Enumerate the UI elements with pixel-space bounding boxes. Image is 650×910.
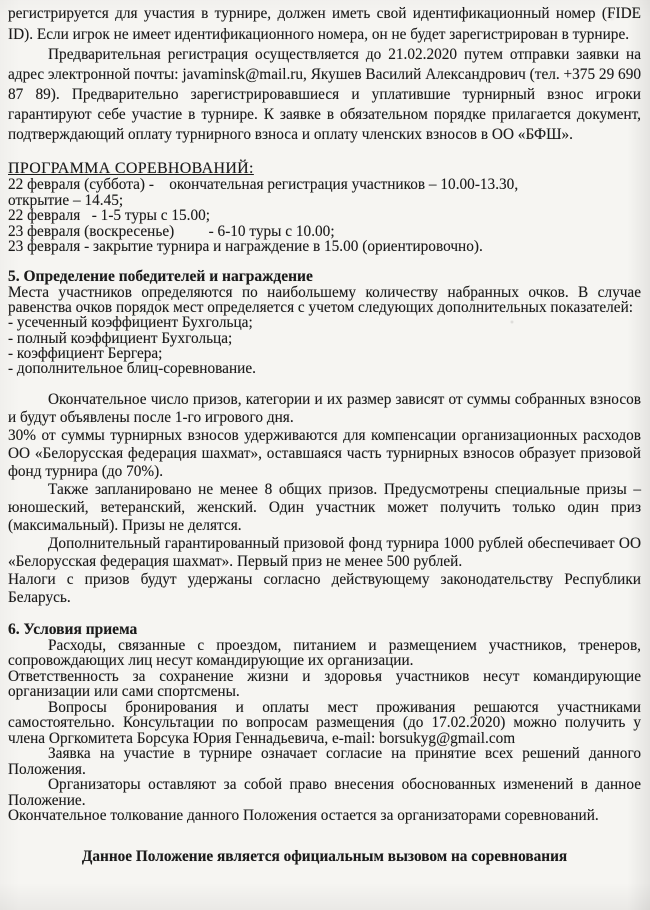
guaranteed-fund-paragraph: Дополнительный гарантированный призовой фонд турнира 1000 рублей обеспечивает ОО «Белорусская федерация шахмат». Первый приз не менее 500 рублей. (8, 535, 641, 571)
special-prizes-paragraph: Также запланировано не менее 8 общих призов. Предусмотрены специальные призы – юношеский, ветеранский, женский. Один участник может получить только один приз (максимальный). Призы не делятся. (8, 481, 641, 535)
program-line-closing: 23 февраля - закрытие турнира и награждение в 15.00 (ориентировочно). (8, 238, 483, 256)
program-line-rounds-1-5: 22 февраля - 1-5 туры с 15.00; (8, 207, 211, 225)
section-6-admission-conditions (8, 622, 641, 824)
section6-heading: 6. Условия приема (8, 621, 138, 639)
program-line-rounds-6-10: 23 февраля (воскресенье) - 6-10 туры с 10.00; (8, 222, 335, 240)
prizes-subsection (8, 391, 641, 607)
changes-right-paragraph: Организаторы оставляют за собой право внесения обоснованных изменений в данное Положение. (8, 776, 641, 809)
final-prize-count-paragraph: Окончательное число призов, категории и их размер зависят от суммы собранных взносов и будут объявлены после 1-го игрового дня. (8, 391, 641, 427)
section5-heading: 5. Определение победителей и награждение (8, 267, 313, 285)
program-line-registration: 22 февраля (суббота) - окончательная регистрация участников – 10.00-13.30, (8, 176, 519, 193)
fee-split-paragraph: 30% от суммы турнирных взносов удерживаются для компенсации организационных расходов ОО «Белорусская федерация шахмат», оставшаяся часть турнирных взносов образует призовой фонд турнира (до 70%). (8, 427, 641, 481)
official-call-statement: Данное Положение является официальным вызовом на соревнования (81, 847, 568, 865)
application-consent-paragraph: Заявка на участие в турнире означает согласие на принятие всех решений данного Положения. (8, 745, 641, 778)
tiebreak-item-blitz-playoff: - дополнительное блиц-соревнование. (8, 359, 256, 377)
tiebreak-item-truncated-buchholz: - усеченный коэффициент Бухгольца; (8, 314, 253, 332)
accommodation-booking-paragraph: Вопросы бронирования и оплаты мест проживания решаются участниками самостоятельно. Консультации по вопросам размещения (до 17.02.2020) можно получить у члена Оргкомитета Борсука Юрия Геннадьевича, e-mail: borsukyg@gmail.com (8, 698, 641, 747)
intro-continued-paragraph: регистрируется для участия в турнире, должен иметь свой идентификационный номер (FIDE ID). Если игрок не имеет идентификационного номера, он не будет зарегистрирован в турнире. (8, 5, 641, 43)
tiebreak-item-berger: - коэффициент Бергера; (8, 344, 163, 362)
program-line-opening: открытие – 14.45; (8, 191, 124, 209)
section-5-winners-and-awards (8, 268, 641, 607)
section5-intro-paragraph: Места участников определяются по наибольшему количеству набранных очков. В случае равенства очков порядок мест определяется с учетом следующих дополнительных показателей: (8, 283, 641, 317)
tiebreak-item-full-buchholz: - полный коэффициент Бухгольца; (8, 329, 233, 347)
program-section (8, 160, 641, 255)
taxes-paragraph: Налоги с призов будут удержаны согласно действующему законодательству Республики Беларусь. (8, 571, 641, 607)
responsibility-paragraph: Ответственность за сохранение жизни и здоровья участников несут командирующие организации или сами спортсмены. (8, 667, 641, 701)
expenses-paragraph: Расходы, связанные с проездом, питанием и размещением участников, тренеров, сопровождающих лиц несут командирующие их организации. (8, 636, 641, 670)
program-heading: ПРОГРАММА СОРЕВНОВАНИЙ: (8, 160, 254, 177)
preliminary-registration-paragraph: Предварительная регистрация осуществляется до 21.02.2020 путем отправки заявки на адрес электронной почты: javaminsk@mail.ru, Якушев Василий Александрович (тел. +375 29 690 87 89). Предварительно зарегистрировавшиеся и уплатившие турнирный взнос игроки гарантируют себе участие в турнире. К заявке в обязательном порядке прилагается документ, подтверждающий оплату турнирного взноса и оплату членских взносов в ОО «БФШ». (8, 46, 641, 143)
final-interpretation-paragraph: Окончательное толкование данного Положения остается за организаторами соревнований. (8, 807, 599, 825)
